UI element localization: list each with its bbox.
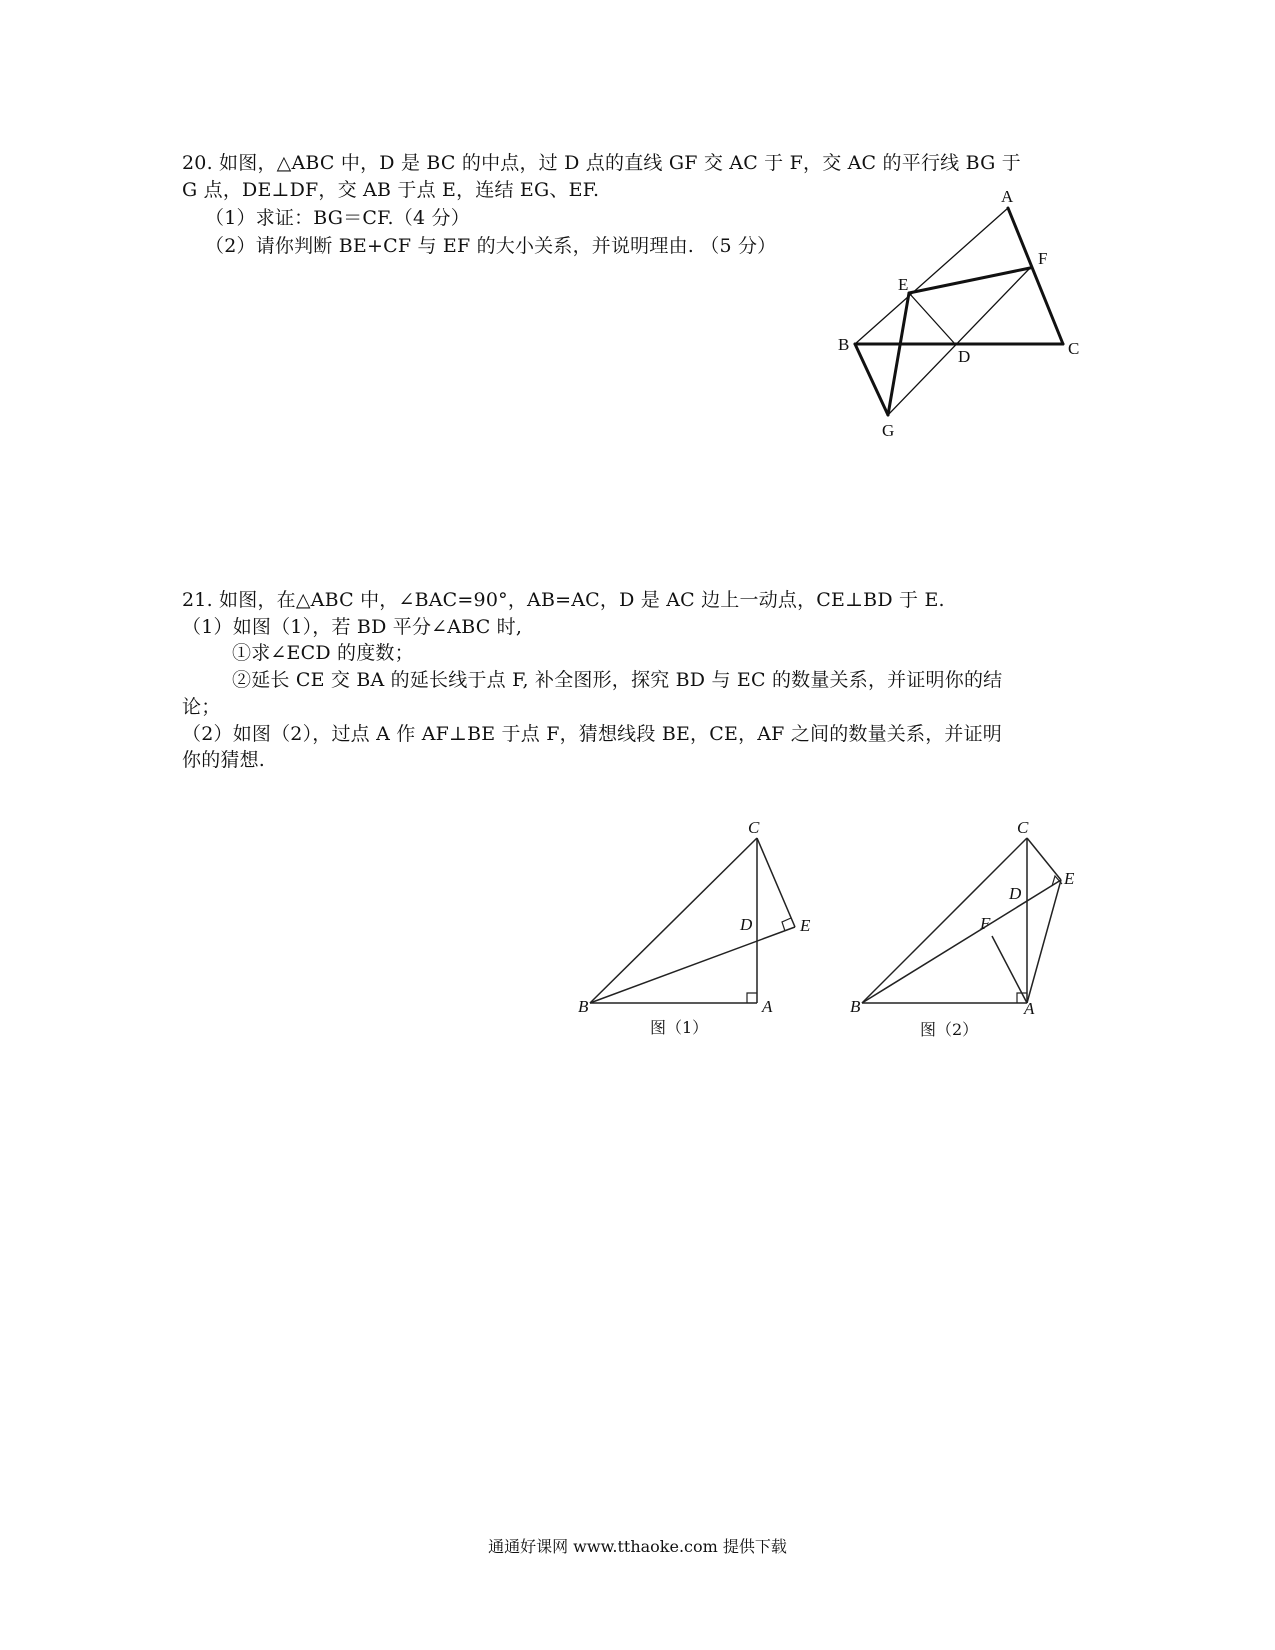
q20-label-G: G [882,421,895,440]
fig2-label-B: B [850,997,861,1016]
fig1-label-D: D [740,915,753,934]
fig2-caption: 图（2） [920,1020,979,1039]
fig1-label-A: A [762,997,773,1016]
fig2-label-E: E [1064,869,1075,888]
fig2-label-C: C [1017,818,1029,837]
fig2-label-D: D [1009,884,1022,903]
q20-label-E: E [898,275,909,294]
fig2-label-F: F [980,914,991,933]
fig2-label-A: A [1024,999,1035,1018]
q20-label-B: B [838,335,850,354]
q21-line-6: （2）如图（2），过点 A 作 AF⊥BE 于点 F，猜想线段 BE，CE，AF 之间的数量关系，并证明 [182,723,1003,745]
q20-part-1: （1）求证：BG＝CF.（4 分） [205,207,470,229]
q20-label-D: D [958,347,971,366]
fig2-segment-CE [1027,838,1061,880]
q21-line-7: 你的猜想. [182,749,266,771]
fig1-caption: 图（1） [650,1018,709,1037]
q20-part-2: （2）请你判断 BE+CF 与 EF 的大小关系，并说明理由. （5 分） [205,235,777,257]
q20-line-1: 20. 如图，△ABC 中，D 是 BC 的中点，过 D 点的直线 GF 交 AC 于 F，交 AC 的平行线 BG 于 [182,152,1021,174]
fig1-label-C: C [748,818,760,837]
fig1-label-B: B [578,997,589,1016]
fig2-segment-BC [862,838,1027,1003]
q21-line-1: 21. 如图，在△ABC 中，∠BAC=90°，AB=AC，D 是 AC 边上一动点，CE⊥BD 于 E. [182,589,945,611]
fig1-label-E: E [800,916,811,935]
page-footer: 通通好课网 www.tthaoke.com 提供下载 [488,1537,787,1556]
q21-line-3: ①求∠ECD 的度数； [232,642,414,664]
q21-line-4: ②延长 CE 交 BA 的延长线于点 F, 补全图形，探究 BD 与 EC 的数量关系，并证明你的结 [232,669,1003,691]
fig2-segment-BE [862,880,1061,1003]
q21-line-5: 论； [182,696,221,718]
q21-line-2: （1）如图（1），若 BD 平分∠ABC 时, [182,616,523,638]
q20-line-2: G 点，DE⊥DF，交 AB 于点 E，连结 EG、EF. [182,179,600,201]
q20-label-C: C [1068,339,1080,358]
q20-label-A: A [1001,187,1014,206]
q20-label-F: F [1038,249,1048,268]
